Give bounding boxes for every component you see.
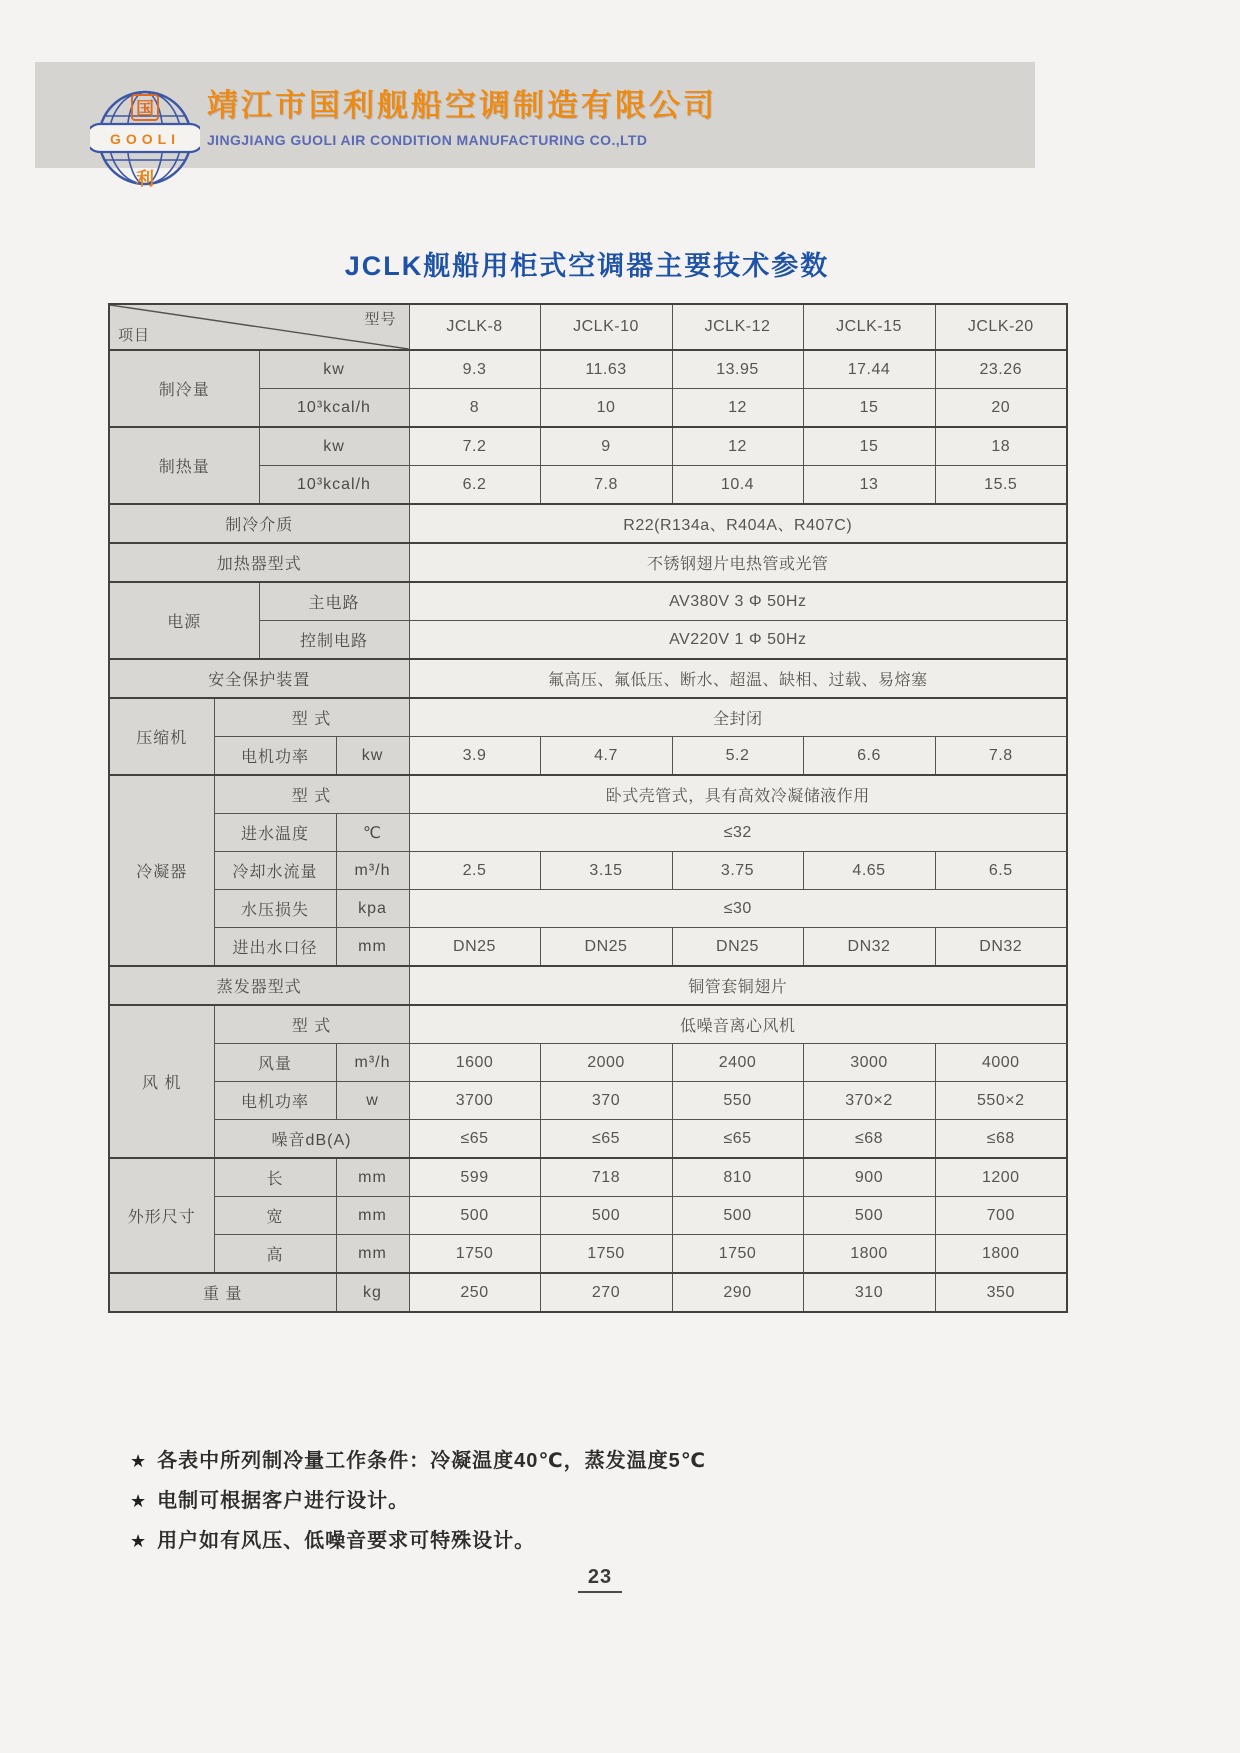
value-cell: 12: [672, 427, 803, 466]
value-cell: DN25: [540, 928, 672, 967]
row-label-compressor: 压缩机: [109, 698, 214, 775]
value-cell: 11.63: [540, 350, 672, 389]
value-cell: 900: [803, 1158, 935, 1197]
value-cell: 310: [803, 1273, 935, 1312]
table-row: [109, 928, 1067, 967]
table-row: [109, 659, 1067, 698]
sub-label-height: 高: [214, 1235, 336, 1274]
unit-cell: 10³kcal/h: [259, 389, 409, 428]
value-cell: DN32: [803, 928, 935, 967]
footnote-line: [130, 1524, 1030, 1553]
unit-cell: mm: [336, 1235, 409, 1274]
unit-cell: m³/h: [336, 1044, 409, 1082]
value-cell: 500: [672, 1197, 803, 1235]
value-cell: 370×2: [803, 1082, 935, 1120]
value-cell: 270: [540, 1273, 672, 1312]
value-cell: ≤68: [803, 1120, 935, 1159]
sub-label-control-circuit: 控制电路: [259, 621, 409, 660]
value-cell: 13: [803, 466, 935, 505]
unit-cell: kpa: [336, 890, 409, 928]
value-cell: 7.8: [540, 466, 672, 505]
value-cell: 599: [409, 1158, 540, 1197]
value-cell: 700: [935, 1197, 1067, 1235]
value-cell: 1750: [672, 1235, 803, 1274]
value-cell: 6.6: [803, 737, 935, 776]
unit-cell: kw: [259, 350, 409, 389]
value-cell: 370: [540, 1082, 672, 1120]
value-cell: 10: [540, 389, 672, 428]
table-row: [109, 1197, 1067, 1235]
value-cell: AV220V 1 Φ 50Hz: [409, 621, 1067, 660]
value-cell: 13.95: [672, 350, 803, 389]
model-header: JCLK-15: [803, 304, 935, 350]
model-header: JCLK-8: [409, 304, 540, 350]
value-cell: DN32: [935, 928, 1067, 967]
value-cell: 3000: [803, 1044, 935, 1082]
company-name-english: JINGJIANG GUOLI AIR CONDITION MANUFACTURING CO.,LTD: [207, 132, 648, 148]
footnotes: [130, 1444, 1030, 1564]
value-cell: 2400: [672, 1044, 803, 1082]
footnote-text: 用户如有风压、低噪音要求可特殊设计。: [157, 1530, 536, 1552]
page-title: JCLK舰船用柜式空调器主要技术参数: [344, 251, 830, 281]
table-row: [109, 1082, 1067, 1120]
value-cell: 7.2: [409, 427, 540, 466]
table-row: [109, 1120, 1067, 1159]
value-cell: 4.65: [803, 852, 935, 890]
star-bullet-icon: ★: [130, 1491, 148, 1511]
table-row: [109, 1158, 1067, 1197]
row-label-condenser: 冷凝器: [109, 775, 214, 966]
logo-band-text: GOOLI: [109, 131, 181, 147]
value-cell: 12: [672, 389, 803, 428]
sub-label-noise: 噪音dB(A): [214, 1120, 409, 1159]
logo-char-bottom: 利: [136, 169, 154, 189]
value-cell: 全封闭: [409, 698, 1067, 737]
table-row: [109, 1005, 1067, 1044]
value-cell: 低噪音离心风机: [409, 1005, 1067, 1044]
row-label-fan: 风 机: [109, 1005, 214, 1158]
value-cell: 3700: [409, 1082, 540, 1120]
value-cell: 500: [803, 1197, 935, 1235]
sub-label-motor-power: 电机功率: [214, 1082, 336, 1120]
row-label-evaporator: 蒸发器型式: [109, 966, 409, 1005]
table-row: [109, 350, 1067, 389]
value-cell: 8: [409, 389, 540, 428]
unit-cell: w: [336, 1082, 409, 1120]
value-cell: 1750: [540, 1235, 672, 1274]
row-label-cooling: 制冷量: [109, 350, 259, 427]
unit-cell: mm: [336, 928, 409, 967]
value-cell: 290: [672, 1273, 803, 1312]
value-cell: 1200: [935, 1158, 1067, 1197]
corner-model-label: 型号: [364, 311, 397, 328]
star-bullet-icon: ★: [130, 1531, 148, 1551]
value-cell: 3.75: [672, 852, 803, 890]
footnote-text: 各表中所列制冷量工作条件：冷凝温度40℃，蒸发温度5℃: [157, 1450, 706, 1472]
value-cell: R22(R134a、R404A、R407C): [409, 504, 1067, 543]
table-row: [109, 1273, 1067, 1312]
value-cell: 6.5: [935, 852, 1067, 890]
corner-item-label: 项目: [118, 327, 151, 344]
row-label-refrigerant: 制冷介质: [109, 504, 409, 543]
table-row: [109, 814, 1067, 852]
company-name-block: [207, 80, 1007, 148]
value-cell: 550×2: [935, 1082, 1067, 1120]
footnote-line: [130, 1484, 1030, 1513]
page-number: 23: [560, 1566, 640, 1593]
table-row: [109, 966, 1067, 1005]
table-row: [109, 698, 1067, 737]
unit-cell: mm: [336, 1197, 409, 1235]
sub-label-port-size: 进出水口径: [214, 928, 336, 967]
value-cell: 3.9: [409, 737, 540, 776]
company-logo-icon: [90, 86, 200, 196]
table-row: [109, 543, 1067, 582]
row-label-weight: 重 量: [109, 1273, 336, 1312]
company-header-band: [35, 62, 1035, 189]
value-cell: 4.7: [540, 737, 672, 776]
value-cell: DN25: [672, 928, 803, 967]
table-row: [109, 1235, 1067, 1274]
value-cell: DN25: [409, 928, 540, 967]
unit-cell: kw: [336, 737, 409, 776]
value-cell: 1600: [409, 1044, 540, 1082]
sub-label-air-volume: 风量: [214, 1044, 336, 1082]
sub-label-width: 宽: [214, 1197, 336, 1235]
value-cell: 15.5: [935, 466, 1067, 505]
model-header: JCLK-12: [672, 304, 803, 350]
value-cell: 1800: [803, 1235, 935, 1274]
value-cell: ≤65: [540, 1120, 672, 1159]
value-cell: 2000: [540, 1044, 672, 1082]
sub-label-pressure-loss: 水压损失: [214, 890, 336, 928]
value-cell: 10.4: [672, 466, 803, 505]
unit-cell: m³/h: [336, 852, 409, 890]
table-row: [109, 582, 1067, 621]
sub-label-motor-power: 电机功率: [214, 737, 336, 776]
sub-label-main-circuit: 主电路: [259, 582, 409, 621]
table-row: [109, 1044, 1067, 1082]
value-cell: 20: [935, 389, 1067, 428]
value-cell: ≤30: [409, 890, 1067, 928]
model-header: JCLK-10: [540, 304, 672, 350]
corner-cell: [109, 304, 409, 350]
value-cell: 1800: [935, 1235, 1067, 1274]
row-label-safety: 安全保护装置: [109, 659, 409, 698]
value-cell: 718: [540, 1158, 672, 1197]
value-cell: ≤68: [935, 1120, 1067, 1159]
value-cell: 17.44: [803, 350, 935, 389]
company-name-chinese: 靖江市国利舰船空调制造有限公司: [207, 88, 717, 123]
value-cell: 6.2: [409, 466, 540, 505]
star-bullet-icon: ★: [130, 1451, 148, 1471]
sub-label-water-flow: 冷却水流量: [214, 852, 336, 890]
sub-label-length: 长: [214, 1158, 336, 1197]
sub-label-type: 型 式: [214, 698, 409, 737]
value-cell: 不锈钢翅片电热管或光管: [409, 543, 1067, 582]
footnote-text: 电制可根据客户进行设计。: [157, 1490, 410, 1512]
value-cell: 250: [409, 1273, 540, 1312]
value-cell: 550: [672, 1082, 803, 1120]
value-cell: 9: [540, 427, 672, 466]
value-cell: 15: [803, 427, 935, 466]
value-cell: 3.15: [540, 852, 672, 890]
value-cell: 7.8: [935, 737, 1067, 776]
value-cell: 23.26: [935, 350, 1067, 389]
model-header: JCLK-20: [935, 304, 1067, 350]
value-cell: 1750: [409, 1235, 540, 1274]
table-row: [109, 775, 1067, 814]
value-cell: 5.2: [672, 737, 803, 776]
sub-label-type: 型 式: [214, 775, 409, 814]
value-cell: 铜管套铜翅片: [409, 966, 1067, 1005]
unit-cell: 10³kcal/h: [259, 466, 409, 505]
value-cell: 9.3: [409, 350, 540, 389]
unit-cell: mm: [336, 1158, 409, 1197]
value-cell: 2.5: [409, 852, 540, 890]
footnote-line: [130, 1444, 1030, 1473]
value-cell: 15: [803, 389, 935, 428]
unit-cell: kw: [259, 427, 409, 466]
value-cell: 350: [935, 1273, 1067, 1312]
value-cell: 18: [935, 427, 1067, 466]
value-cell: 500: [409, 1197, 540, 1235]
value-cell: ≤65: [409, 1120, 540, 1159]
value-cell: ≤32: [409, 814, 1067, 852]
table-row: [109, 852, 1067, 890]
row-label-dimensions: 外形尺寸: [109, 1158, 214, 1273]
spec-table: [108, 303, 1068, 1313]
table-row: [109, 890, 1067, 928]
table-row: [109, 504, 1067, 543]
value-cell: 810: [672, 1158, 803, 1197]
sub-label-type: 型 式: [214, 1005, 409, 1044]
unit-cell: ℃: [336, 814, 409, 852]
logo-char-top: 国: [136, 99, 154, 119]
unit-cell: kg: [336, 1273, 409, 1312]
table-header-row: [109, 304, 1067, 350]
value-cell: 500: [540, 1197, 672, 1235]
value-cell: 卧式壳管式，具有高效冷凝储液作用: [409, 775, 1067, 814]
row-label-heater-type: 加热器型式: [109, 543, 409, 582]
row-label-power: 电源: [109, 582, 259, 659]
value-cell: ≤65: [672, 1120, 803, 1159]
row-label-heating: 制热量: [109, 427, 259, 504]
table-row: [109, 737, 1067, 776]
value-cell: 4000: [935, 1044, 1067, 1082]
table-row: [109, 427, 1067, 466]
value-cell: 氟高压、氟低压、断水、超温、缺相、过载、易熔塞: [409, 659, 1067, 698]
sub-label-inlet-temp: 进水温度: [214, 814, 336, 852]
value-cell: AV380V 3 Φ 50Hz: [409, 582, 1067, 621]
